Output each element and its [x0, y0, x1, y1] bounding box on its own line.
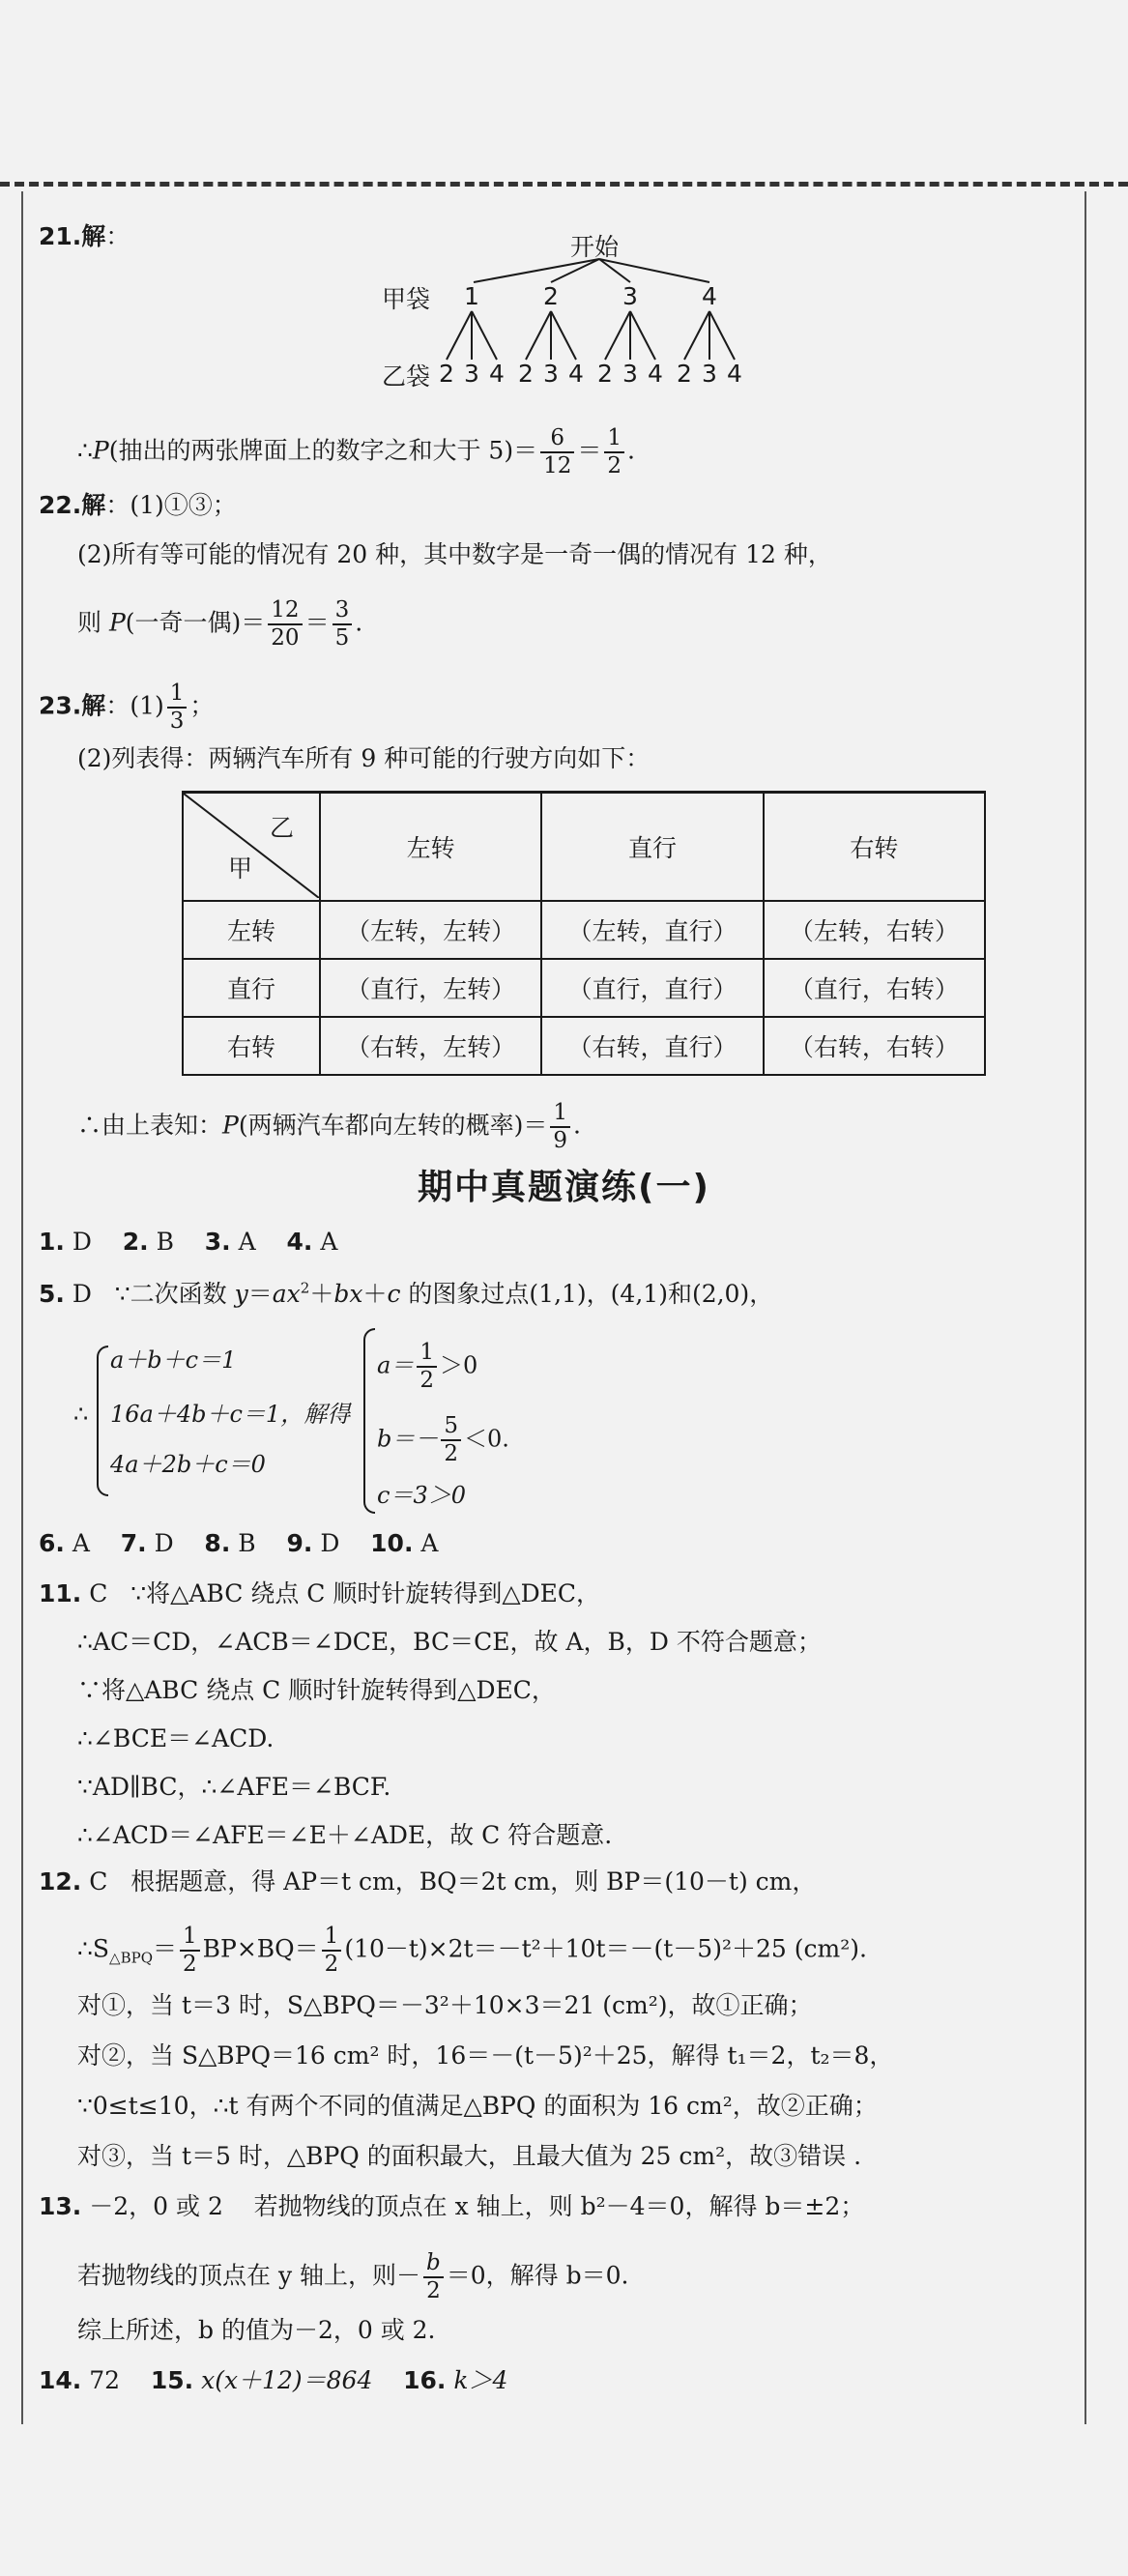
- left-brace: [97, 1346, 108, 1496]
- tree-first-2: 2: [543, 282, 559, 310]
- table-row: [183, 959, 985, 1017]
- table-cell: （左转，右转）: [764, 901, 985, 959]
- tree-second-leaf: 3: [543, 360, 559, 388]
- table-row-header: 右转: [183, 1017, 320, 1075]
- section-title: 期中真题演练(一): [418, 1168, 710, 1207]
- therefore-symbol: ∴: [73, 1401, 89, 1428]
- table-row: [183, 1017, 985, 1075]
- fraction: $\frac{12}{20}$: [268, 597, 302, 651]
- table-cell: （右转，直行）: [541, 1017, 763, 1075]
- therefore-symbol: ∴: [77, 436, 93, 465]
- equation-line: 16a＋4b＋c＝1，解得: [110, 1401, 351, 1428]
- tree-branches: [0, 0, 1128, 406]
- q11-line: ∴∠BCE＝∠ACD.: [77, 1724, 275, 1752]
- solution-a: a＝ $\frac{1}{2}$ ＞0: [377, 1340, 478, 1393]
- table-cell: （右转，左转）: [320, 1017, 541, 1075]
- solution-c: c＝3＞0: [377, 1482, 466, 1509]
- tree-bag-a-label: 甲袋: [382, 285, 431, 313]
- table-cell: （左转，左转）: [320, 901, 541, 959]
- table-column-header: 右转: [764, 793, 985, 902]
- q22-part2: (2)所有等可能的情况有 20 种，其中数字是一奇一偶的情况有 12 种，: [77, 540, 832, 568]
- fraction: $\frac{1}{2}$: [180, 1924, 200, 1978]
- direction-table: [182, 791, 986, 1076]
- fraction: $\frac{1}{9}$: [550, 1100, 570, 1154]
- right-brace: [363, 1328, 375, 1514]
- fraction: $\frac{1}{2}$: [604, 425, 624, 479]
- table-cell: （右转，右转）: [764, 1017, 985, 1075]
- tree-first-4: 4: [702, 282, 717, 310]
- q22-number: 22.: [39, 491, 82, 519]
- tree-second-leaf: 2: [518, 360, 534, 388]
- table-row: [183, 901, 985, 959]
- q22-label: 解: [81, 491, 106, 519]
- q22-part1: [39, 489, 237, 522]
- tree-second-leaf: 2: [439, 360, 454, 388]
- frame-left-border: [21, 191, 23, 2424]
- tree-second-leaf: 2: [597, 360, 613, 388]
- q11-line1: 11. C ∵将△ABC 绕点 C 顺时针旋转得到△DEC，: [39, 1579, 601, 1607]
- table-cell: （直行，右转）: [764, 959, 985, 1017]
- q21-label: 解: [81, 222, 106, 250]
- q12-line: 对①，当 t＝3 时，S△BPQ＝－3²＋10×3＝21 (cm²)，故①正确；: [77, 1991, 813, 2019]
- tree-second-leaf: 4: [648, 360, 663, 388]
- corner-bottom-label: 甲: [228, 854, 253, 883]
- tree-second-leaf: 3: [464, 360, 479, 388]
- table-column-header: 直行: [541, 793, 763, 902]
- solution-b: b＝－ $\frac{5}{2}$ ＜0.: [377, 1413, 509, 1466]
- q23-conclusion: ∴由上表知：P(两辆汽车都向左转的概率)＝ $\frac{1}{9}$ .: [77, 1100, 581, 1153]
- q22-part3: 则 P(一奇一偶)＝ $\frac{12}{20}$ ＝ $\frac{3}{5}$ .: [77, 597, 363, 651]
- tree-second-leaf: 4: [568, 360, 584, 388]
- table-cell: （直行，直行）: [541, 959, 763, 1017]
- tree-root-label: 开始: [570, 233, 620, 261]
- fraction: $\frac{b}{2}$: [423, 2250, 444, 2304]
- table-corner-cell: [183, 793, 320, 902]
- q22-part1-text: ：(1)①③；: [105, 491, 237, 519]
- q21-prob-text: (抽出的两张牌面上的数字之和大于 5)＝: [108, 436, 538, 465]
- q12-line: 对③，当 t＝5 时，△BPQ 的面积最大，且最大值为 25 cm²，故③错误 .: [77, 2142, 862, 2170]
- tree-second-leaf: 2: [677, 360, 692, 388]
- q11-line: ∵将△ABC 绕点 C 顺时针旋转得到△DEC，: [77, 1676, 556, 1704]
- q13-line2: 若抛物线的顶点在 y 轴上，则－ $\frac{b}{2}$ ＝0，解得 b＝0.: [77, 2250, 629, 2303]
- fraction: $\frac{1}{3}$: [167, 680, 188, 735]
- table-cell: （直行，左转）: [320, 959, 541, 1017]
- corner-top-label: 乙: [269, 814, 294, 842]
- tree-second-leaf: 3: [622, 360, 638, 388]
- q11-line: ∴∠ACD＝∠AFE＝∠E＋∠ADE，故 C 符合题意.: [77, 1821, 613, 1849]
- answers-1-4: 1. D 2. B 3. A 4. A: [39, 1228, 338, 1256]
- q5-line1: 5. D ∵二次函数 $y=ax^2+bx+c$ 的图象过点(1,1)，(4,1)和(2,0)，: [39, 1279, 774, 1308]
- equation-line: 4a＋2b＋c＝0: [110, 1451, 266, 1478]
- tree-second-leaf: 4: [489, 360, 505, 388]
- answers-14-16: 14. 72 15. x(x＋12)＝864 16. k＞4: [39, 2366, 508, 2394]
- table-row-header: 直行: [183, 959, 320, 1017]
- q21-number: 21.: [39, 222, 82, 250]
- q21-probability-line: ∴P(抽出的两张牌面上的数字之和大于 5)＝ $\frac{6}{12}$ ＝ $\frac{1}{2}$ .: [77, 425, 635, 478]
- q12-line1: 12. C 根据题意，得 AP＝t cm，BQ＝2t cm，则 BP＝(10－t) cm，: [39, 1867, 817, 1896]
- equation-line: a＋b＋c＝1: [110, 1346, 237, 1374]
- table-row-header: 左转: [183, 901, 320, 959]
- q12-line: 对②，当 S△BPQ＝16 cm² 时，16＝－(t－5)²＋25，解得 t₁＝2，t₂＝8，: [77, 2041, 894, 2069]
- q13-line3: 综上所述，b 的值为－2，0 或 2.: [77, 2316, 436, 2344]
- q21-colon: ：: [105, 222, 130, 250]
- table-column-header: 左转: [320, 793, 541, 902]
- frame-right-border: [1085, 191, 1086, 2424]
- table-cell: （左转，直行）: [541, 901, 763, 959]
- q12-line: ∵0≤t≤10，∴t 有两个不同的值满足△BPQ 的面积为 16 cm²，故②正确；: [77, 2092, 878, 2120]
- fraction: $\frac{1}{2}$: [322, 1924, 342, 1978]
- answers-6-10: 6. A 7. D 8. B 9. D 10. A: [39, 1529, 439, 1557]
- q23-number: 23.: [39, 691, 82, 720]
- tree-first-1: 1: [464, 282, 479, 310]
- tree-second-leaf: 3: [702, 360, 717, 388]
- q12-line2: $\therefore S_{\triangle BPQ}=$ $\frac{1}{2}$ BP×BQ＝ $\frac{1}{2}$ (10－t)×2t＝－t²＋10t＝－(t－5)²＋25 (cm²).: [77, 1924, 867, 1977]
- q23-part2: (2)列表得：两辆汽车所有 9 种可能的行驶方向如下：: [77, 744, 651, 772]
- fraction: $\frac{3}{5}$: [333, 597, 353, 651]
- tree-bag-b-label: 乙袋: [382, 362, 431, 391]
- q13-line1: 13. －2，0 或 2 若抛物线的顶点在 x 轴上，则 b²－4＝0，解得 b＝±2；: [39, 2192, 865, 2220]
- q11-line: ∵AD∥BC，∴∠AFE＝∠BCF.: [77, 1773, 391, 1801]
- fraction: $\frac{6}{12}$: [540, 425, 574, 479]
- tree-first-3: 3: [622, 282, 638, 310]
- q23-label: 解: [81, 691, 106, 720]
- tree-second-leaf: 4: [727, 360, 742, 388]
- q23-part1: 23.解：(1) $\frac{1}{3}$ ；: [39, 680, 215, 734]
- q11-line: ∴AC＝CD，∠ACB＝∠DCE，BC＝CE，故 A，B，D 不符合题意；: [77, 1628, 822, 1656]
